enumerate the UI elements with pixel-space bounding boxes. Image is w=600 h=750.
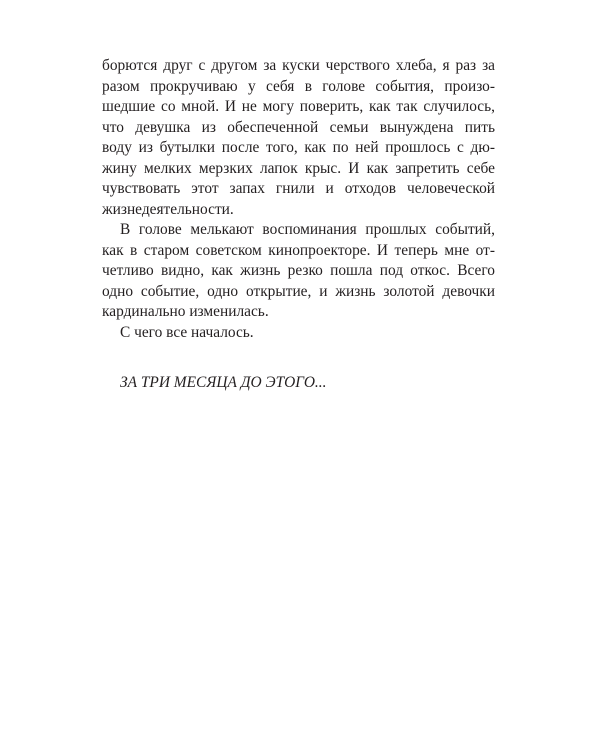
text-line: что девушка из обеспеченной семьи вынуждена пить [102,118,495,136]
text-line: четливо видно, как жизнь резко пошла под откос. Всего [102,262,495,279]
text-line: одно событие, одно открытие, и жизнь золотой девочки [102,282,495,300]
chapter-heading: ЗА ТРИ МЕСЯЦА ДО ЭТОГО... [120,374,327,391]
text-line: чувствовать этот запах гнили и отходов человеческой [102,180,495,197]
text-line: В голове мелькают воспоминания прошлых событий, [120,221,495,238]
body-text [102,56,495,343]
text-line: разом прокручиваю у себя в голове события, произо- [102,77,495,95]
text-line: жизнедеятельности. [102,200,234,218]
text-line: С чего все началось. [120,323,254,341]
text-line: воду из бутылки после того, как по ней прошлось с дю- [102,139,495,156]
text-line: как в старом советском кинопроекторе. И теперь мне от- [102,241,495,259]
text-line: шедшие со мной. И не могу поверить, как так случилось, [102,98,495,115]
text-line: жину мелких мерзких лапок крыс. И как запретить себе [102,159,495,177]
text-line: борются друг с другом за куски черствого хлеба, я раз за [102,57,495,74]
text-line: кардинально изменилась. [102,303,269,320]
